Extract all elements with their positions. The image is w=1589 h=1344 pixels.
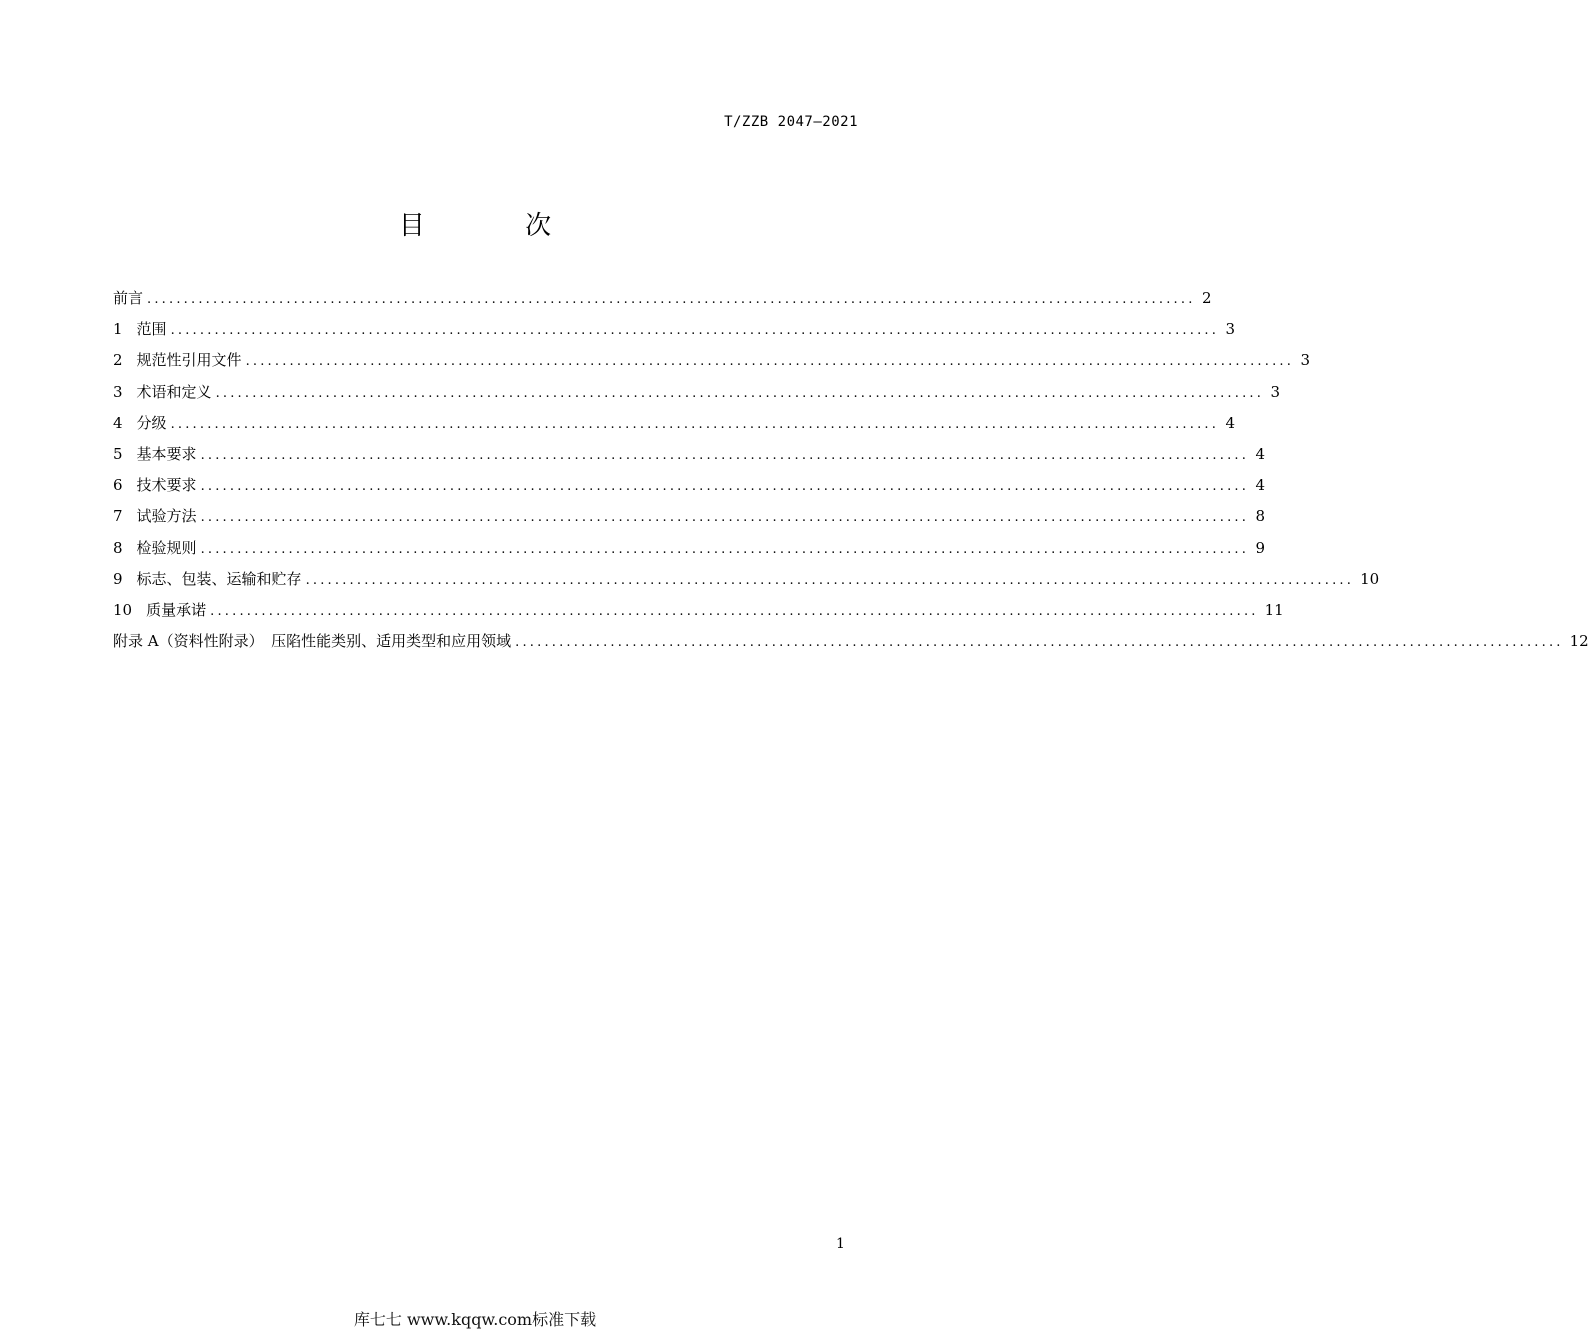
toc-entry-page: 10 [1360, 569, 1380, 588]
dot-leader: ............................................................................................................................................... [305, 572, 1355, 588]
dot-leader: ............................................................................................................................................... [515, 635, 1564, 651]
dot-leader: ............................................................................................................................................... [210, 603, 1259, 619]
toc-entry-basic-requirements[interactable] [113, 440, 1266, 471]
toc-entry-number: 2 [113, 351, 123, 370]
toc-entry-title: 附录 A（资料性附录） 压陷性能类别、适用类型和应用领域 [113, 632, 512, 651]
standard-code: T/ZZB 2047—2021 [724, 114, 858, 130]
toc-entry-title: 规范性引用文件 [136, 351, 242, 370]
dot-leader: ............................................................................................................................................... [215, 385, 1265, 401]
page-title: 目 次 [398, 211, 598, 241]
toc-entry-number: 8 [113, 538, 123, 557]
toc-entry-page: 3 [1300, 351, 1311, 370]
toc-entry-title: 范围 [136, 320, 167, 339]
table-of-contents [113, 284, 1589, 658]
toc-entry-title: 质量承诺 [146, 600, 207, 619]
toc-entry-number: 3 [113, 382, 123, 401]
toc-entry-number: 5 [113, 444, 123, 463]
toc-entry-appendix-a[interactable] [113, 627, 1589, 658]
toc-entry-foreword[interactable] [113, 284, 1212, 315]
toc-entry-title: 术语和定义 [136, 382, 212, 401]
dot-leader: ............................................................................................................................................... [147, 292, 1196, 307]
dot-leader: ............................................................................................................................................... [170, 323, 1220, 339]
toc-entry-marking-packaging[interactable] [113, 565, 1380, 596]
toc-entry-number: 6 [113, 476, 123, 495]
toc-entry-quality-commitment[interactable] [113, 596, 1284, 627]
toc-entry-test-methods[interactable] [113, 502, 1266, 533]
toc-entry-title: 试验方法 [136, 507, 197, 526]
toc-entry-terms-definitions[interactable] [113, 378, 1281, 409]
toc-entry-title: 标志、包装、运输和贮存 [136, 569, 302, 588]
dot-leader: ............................................................................................................................................... [200, 541, 1250, 557]
toc-entry-page: 11 [1264, 600, 1284, 619]
toc-entry-title: 前言 [113, 289, 144, 307]
toc-entry-title: 检验规则 [136, 538, 197, 557]
toc-entry-page: 4 [1255, 444, 1266, 463]
toc-entry-page: 12 [1569, 632, 1589, 651]
toc-entry-number: 4 [113, 413, 123, 432]
toc-entry-inspection-rules[interactable] [113, 534, 1266, 565]
toc-entry-normative-references[interactable] [113, 346, 1311, 377]
toc-entry-technical-requirements[interactable] [113, 471, 1266, 502]
toc-entry-number: 7 [113, 507, 123, 526]
toc-entry-title: 分级 [136, 413, 167, 432]
toc-entry-page: 9 [1255, 538, 1266, 557]
dot-leader: ............................................................................................................................................... [200, 479, 1250, 495]
page-number: 1 [836, 1236, 845, 1252]
toc-entry-title: 技术要求 [136, 476, 197, 495]
dot-leader: ............................................................................................................................................... [245, 354, 1295, 370]
toc-entry-title: 基本要求 [136, 444, 197, 463]
footer-watermark: 库七七 www.kqqw.com标准下载 [353, 1310, 597, 1329]
toc-entry-page: 2 [1202, 289, 1212, 307]
toc-entry-page: 8 [1255, 507, 1266, 526]
dot-leader: ............................................................................................................................................... [200, 447, 1250, 463]
toc-entry-classification[interactable] [113, 409, 1236, 440]
toc-entry-number: 9 [113, 569, 123, 588]
toc-entry-scope[interactable] [113, 315, 1236, 346]
toc-entry-page: 3 [1270, 382, 1281, 401]
toc-entry-number: 1 [113, 320, 123, 339]
toc-entry-number: 10 [113, 600, 133, 619]
dot-leader: ............................................................................................................................................... [170, 416, 1220, 432]
toc-entry-page: 4 [1255, 476, 1266, 495]
toc-entry-page: 4 [1225, 413, 1236, 432]
dot-leader: ............................................................................................................................................... [200, 510, 1250, 526]
toc-entry-page: 3 [1225, 320, 1236, 339]
